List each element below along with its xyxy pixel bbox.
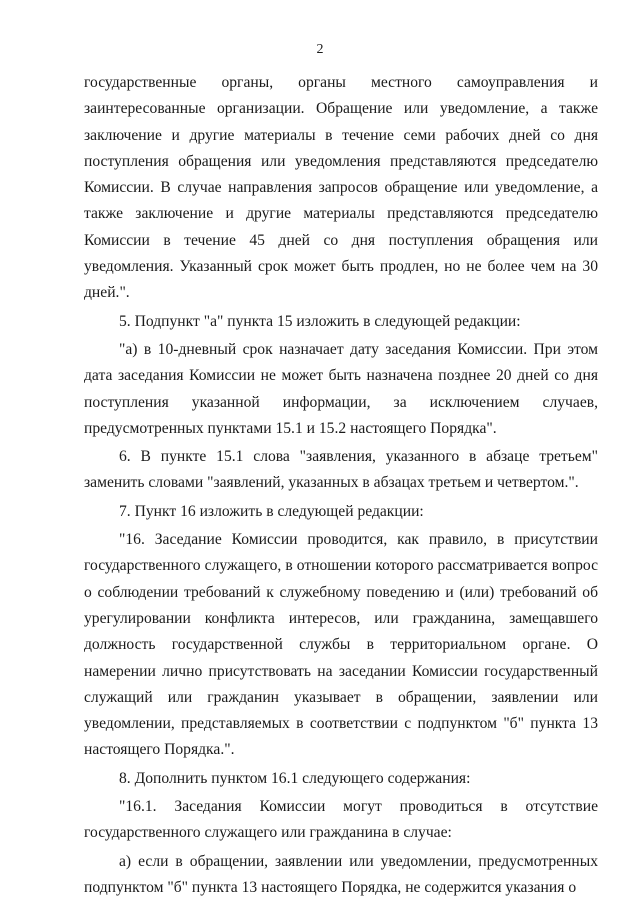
paragraph-item-8-text: "16.1. Заседания Комиссии могут проводиться в отсутствие государственного служащего или гражданина в случае: bbox=[84, 798, 598, 842]
document-body bbox=[84, 70, 598, 901]
paragraph-continuation: государственные органы, органы местного самоуправления и заинтересованные организации. Обращение или уведомление, а также заключение и другие материалы в течение семи рабочих дней со дня поступления обращения или уведомления представляются председателю Комиссии. В случае направления запросов обращение или уведомление, а также заключение и другие материалы представляются председателю Комиссии в течение 45 дней со дня поступления обращения или уведомления. Указанный срок может быть продлен, но не более чем на 30 дней.". bbox=[84, 74, 598, 302]
paragraph-item-8: 8. Дополнить пунктом 16.1 следующего содержания: bbox=[119, 769, 471, 787]
paragraph-subitem-a: а) если в обращении, заявлении или уведомлении, предусмотренных подпунктом "б" пункта 13 настоящего Порядка, не содержится указания о bbox=[84, 852, 598, 896]
paragraph-item-5-text: "а) в 10-дневный срок назначает дату заседания Комиссии. При этом дата заседания Комиссии не может быть назначена позднее 20 дней со дня поступления указанной информации, за исключением случаев, предусмотренных пунктами 15.1 и 15.2 настоящего Порядка". bbox=[84, 340, 598, 437]
page-number: 2 bbox=[316, 42, 324, 57]
paragraph-item-7-text: "16. Заседание Комиссии проводится, как правило, в присутствии государственного служащего, в отношении которого рассматривается вопрос о соблюдении требований к служебному поведению и (или) требований об урегулировании конфликта интересов, или гражданина, замещавшего должность государственной службы в территориальном органе. О намерении лично присутствовать на заседании Комиссии государственный служащий или гражданин указывает в обращении, заявлении или уведомлении, представляемых в соответствии с подпунктом "б" пункта 13 настоящего Порядка.". bbox=[84, 531, 598, 759]
paragraph-item-6: 6. В пункте 15.1 слова "заявления, указанного в абзаце третьем" заменить словами "заявлений, указанных в абзацах третьем и четвертом.". bbox=[84, 448, 598, 492]
paragraph-item-5: 5. Подпункт "а" пункта 15 изложить в следующей редакции: bbox=[119, 312, 521, 330]
paragraph-item-7: 7. Пункт 16 изложить в следующей редакции: bbox=[119, 502, 424, 520]
